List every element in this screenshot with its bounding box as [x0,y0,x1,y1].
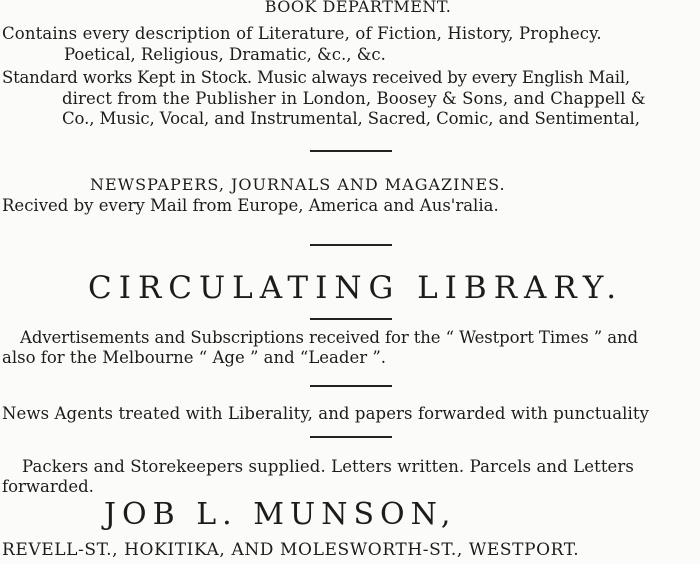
book-paragraph-2-line-1: Standard works Kept in Stock. Music always received by every English Mail, [2,68,630,87]
divider-rule [310,244,392,246]
address-line: REVELL-ST., HOKITIKA, AND MOLESWORTH-ST., WESTPORT. [2,540,580,560]
book-paragraph-1-line-1: Contains every description of Literature, of Fiction, History, Prophecy. [2,24,602,43]
newspapers-heading: NEWSPAPERS, JOURNALS AND MAGAZINES. [90,175,506,194]
divider-rule [310,385,392,387]
newspapers-text: Recived by every Mail from Europe, America and Aus'ralia. [2,196,499,215]
advertisements-line-2: also for the Melbourne “ Age ” and “Leader ”. [2,348,387,367]
divider-rule [310,436,392,438]
divider-rule [310,150,392,152]
book-paragraph-2-line-3: Co., Music, Vocal, and Instrumental, Sacred, Comic, and Sentimental, [62,109,640,128]
book-paragraph-1-line-2: Poetical, Religious, Dramatic, &c., &c. [64,45,386,64]
packers-line-1: Packers and Storekeepers supplied. Letters written. Parcels and Letters [22,457,634,476]
proprietor-name: JOB L. MUNSON, [104,497,457,532]
circulating-library-heading: CIRCULATING LIBRARY. [88,270,624,306]
book-paragraph-2-line-2: direct from the Publisher in London, Boosey & Sons, and Chappell & [62,89,646,108]
packers-line-2: forwarded. [2,477,94,496]
divider-rule [310,318,392,320]
department-heading: BOOK DEPARTMENT. [264,0,452,16]
advertisements-line-1: Advertisements and Subscriptions received for the “ Westport Times ” and [20,328,638,347]
news-agents-text: News Agents treated with Liberality, and papers forwarded with punctuality [2,404,650,423]
